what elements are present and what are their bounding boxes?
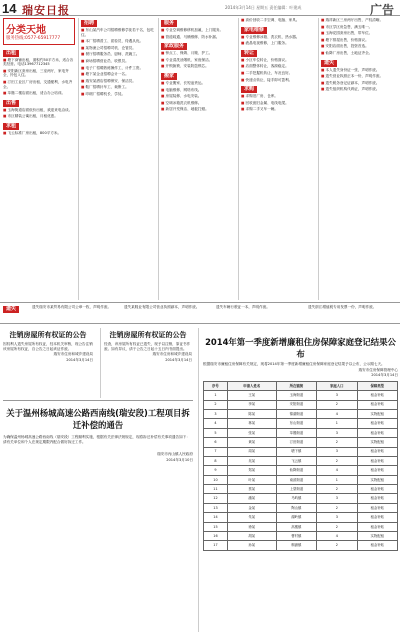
classified-ad: ■ 遗失税务登记证副本，声明作废。	[321, 81, 398, 86]
table-cell: 1	[317, 475, 357, 484]
table-row	[204, 494, 398, 503]
list-notice-issuer: 瑞安市住房保障管理中心	[358, 367, 398, 372]
table-cell: 2	[317, 400, 357, 409]
classified-ad: ■ 液晶电视维修，上门服务。	[241, 41, 316, 46]
list-notice-date: 2014年3月14日	[371, 373, 398, 378]
table-row	[204, 513, 398, 522]
table-row	[204, 409, 398, 418]
table-cell: 租金补贴	[357, 485, 397, 494]
classified-ad: ■ 玉海街道店面低价出租，欢迎来电洽谈。	[3, 108, 75, 113]
classified-ad: ■ 瑞安某酒店招聘保安、保洁员。	[81, 79, 156, 84]
table-cell: 2	[317, 485, 357, 494]
classified-ad: ■ 瑞祥新区三房两厅出售，产权清晰。	[321, 18, 398, 23]
table-header-cell: 序号	[204, 381, 228, 390]
classified-ad: ■ 新居开荒保洁、地板打蜡。	[161, 107, 236, 112]
table-cell: 10	[204, 475, 228, 484]
brand-box	[3, 18, 75, 45]
table-header-cell: 保障类型	[357, 381, 397, 390]
table-cell: 实物配租	[357, 438, 397, 447]
table-cell: 飞云镇	[276, 456, 316, 465]
category-tag-recruit: 招聘	[81, 20, 97, 27]
table-cell: 4	[317, 409, 357, 418]
table-cell: 17	[204, 541, 228, 550]
table-cell: 13	[204, 503, 228, 512]
classified-ad: ■ 遗失组织机构代码证，声明作废。	[321, 87, 398, 92]
table-cell: 租金补贴	[357, 541, 397, 550]
lost-notice: 遗失车辆行驶证一本，声明作废。	[216, 305, 270, 309]
table-cell: 9	[204, 466, 228, 475]
category-tag-lost: 遗失	[321, 60, 337, 67]
relocation-compensation-notice	[3, 400, 193, 630]
table-cell: 陶山镇	[276, 503, 316, 512]
table-cell: 周某	[227, 447, 276, 456]
table-row	[204, 522, 398, 531]
table-row	[204, 466, 398, 475]
classified-ad: ■ 二手挖掘机转让，车况良好。	[241, 71, 316, 76]
table-cell: 2	[317, 503, 357, 512]
category-tag-deal: 转让	[241, 50, 257, 57]
classified-ad: ■ 专业搬家、长短途货运。	[161, 81, 236, 86]
classified-ad: ■ 本人遗失身份证一张，声明作废。	[321, 68, 398, 73]
table-header-cell: 家庭人口	[317, 381, 357, 390]
table-cell: 徐某	[227, 522, 276, 531]
classified-ad: ■ 钟点工、保姆、月嫂、护工。	[161, 51, 236, 56]
table-row	[204, 428, 398, 437]
classified-ad: ■ 店面整体转让，客源稳定。	[241, 64, 316, 69]
table-row	[204, 485, 398, 494]
category-tag-wanted: 求购	[241, 86, 257, 93]
table-cell: 塘下镇	[276, 447, 316, 456]
table-cell: 实物配租	[357, 532, 397, 541]
classified-ad: ■ 小区车位转让，价格面议。	[241, 58, 316, 63]
certificate-cancellation-notice-1	[3, 328, 93, 398]
classified-column-4	[238, 18, 316, 300]
notice-title: 关于温州杨城高速公路西南线(瑞安段)工程项目拆迁补偿的通告	[6, 408, 190, 430]
table-cell: 实物配租	[357, 409, 397, 418]
table-row	[204, 456, 398, 465]
classified-ad: ■ 电子厂招聘熟练操作工，计件工资。	[81, 66, 156, 71]
classified-ad: ■ 塘下商铺出租，面积约50平方米，适合各类经营。电话13967712345	[3, 58, 75, 67]
category-tag-lost-strip: 遗失	[3, 306, 19, 313]
table-cell: 实物配租	[357, 475, 397, 484]
classified-ad: ■ 专业空调维修移机加氟，上门服务。	[161, 28, 236, 33]
table-cell: 朱某	[227, 513, 276, 522]
table-cell: 张某	[227, 428, 276, 437]
table-cell: 陈某	[227, 409, 276, 418]
notice-body: 为确保温州杨城高速公路西南线（瑞安段）工程顺利实施，根据有关法律法规规定，现将拆迁补偿有关事项通告如下：请有关单位和个人在规定期限内配合做好拆迁工作。	[3, 435, 190, 444]
certificate-cancellation-notice-2	[100, 328, 192, 398]
table-cell: 潘某	[227, 494, 276, 503]
table-cell: 4	[317, 532, 357, 541]
classified-ad: ■ 东山某汽车公司招聘维修学徒若干名，包吃住。	[81, 28, 156, 37]
table-cell: 11	[204, 485, 228, 494]
classified-ad: ■ 商场招聘营业员、收银员。	[81, 59, 156, 64]
table-cell: 租金补贴	[357, 494, 397, 503]
classified-ad: ■ 市区学区房急售，满五唯一。	[321, 25, 398, 30]
classified-ad: ■ 塘下某企业招聘会计一名。	[81, 72, 156, 77]
table-cell: 3	[317, 513, 357, 522]
table-cell: 曹村镇	[276, 532, 316, 541]
table-cell: 1	[204, 391, 228, 400]
brand-title: 分类天地	[6, 25, 46, 36]
table-cell: 东山街道	[276, 419, 316, 428]
table-cell: 4	[317, 466, 357, 475]
table-cell: 租金补贴	[357, 419, 397, 428]
notice-title: 注销房屋所有权证的公告	[9, 331, 87, 339]
brand-hotline: 服务热线:0577-65917777	[6, 36, 61, 41]
notice-body: 经查，该房屋所有权证已遗失，现予以注销，原证书作废。如有异议，请于公告之日起十五日内书面提出。	[104, 342, 191, 351]
classified-ad: ■ 印刷厂招聘机长、学徒。	[81, 92, 156, 97]
notice-title: 注销房屋所有权证的公告	[109, 331, 187, 339]
table-row	[204, 503, 398, 512]
table-row	[204, 475, 398, 484]
table-cell: 黄某	[227, 438, 276, 447]
table-cell: 租金补贴	[357, 391, 397, 400]
newspaper-logo: 瑞安日报	[22, 4, 70, 17]
table-cell: 1	[317, 419, 357, 428]
table-cell: 租金补贴	[357, 503, 397, 512]
classified-ad: ■ 专业维修冰箱、洗衣机、热水器。	[241, 35, 316, 40]
table-cell: 南滨街道	[276, 475, 316, 484]
table-body	[204, 391, 398, 551]
table-cell: 孙某	[227, 541, 276, 550]
notice-date: 2014年3月10日	[166, 457, 193, 462]
classified-column-1	[3, 18, 75, 300]
lost-notice: 遗失瑞安市某贸易有限公司公章一枚，声明作废。	[32, 305, 112, 309]
classified-ad: ■ 本厂招聘普工、质检员，待遇从优。	[81, 39, 156, 44]
table-cell: 租金补贴	[357, 400, 397, 409]
table-cell: 3	[317, 494, 357, 503]
notice-issuer: 瑞安市丙山镇人民政府	[157, 452, 193, 457]
table-cell: 胡某	[227, 532, 276, 541]
table-cell: 王某	[227, 391, 276, 400]
table-cell: 8	[204, 456, 228, 465]
section-title: 广告	[369, 3, 394, 17]
category-tag-appliances: 家电维修	[241, 27, 267, 34]
table-cell: 金某	[227, 503, 276, 512]
table-cell: 租金补贴	[357, 466, 397, 475]
table-row	[204, 447, 398, 456]
table-cell: 租金补贴	[357, 513, 397, 522]
table-cell: 叶某	[227, 475, 276, 484]
table-cell: 安阳街道	[276, 400, 316, 409]
classified-ad: ■ 高价回收二手空调、电脑、家具。	[241, 18, 316, 23]
classified-ad: ■ 餐厅招聘服务员、厨师、洗碗工。	[81, 52, 156, 57]
classified-ad: ■ 市区精装公寓出租，月租优惠。	[3, 114, 75, 119]
table-cell: 锦湖街道	[276, 409, 316, 418]
table-cell: 仙降街道	[276, 466, 316, 475]
classified-ad: ■ 安阳新区套房出租，三室两厅，家电齐全，拎包入住。	[3, 69, 75, 78]
table-cell: 16	[204, 532, 228, 541]
classified-ad: ■ 鞋厂招聘针车工、裁断工。	[81, 85, 156, 90]
classified-ad: ■ 求购二手叉车一辆。	[241, 107, 316, 112]
table-row	[204, 438, 398, 447]
lost-notice-strip	[0, 302, 400, 324]
classified-ad: ■ 电脑维修、网络布线。	[161, 88, 236, 93]
table-cell: 李某	[227, 400, 276, 409]
classified-ad: ■ 快递点转让，接手即可盈利。	[241, 78, 316, 83]
classified-ad: ■ 汀田工业区厂房出租，交通便利，水电齐全。	[3, 80, 75, 89]
classified-ad: ■ 莘塍二楼店面出租，适合办公培训。	[3, 91, 75, 96]
table-cell: 桐浦镇	[276, 541, 316, 550]
category-tag-move: 搬家	[161, 73, 177, 80]
table-cell: 2	[317, 522, 357, 531]
classified-ad: ■ 管道疏通、马桶维修、防水补漏。	[161, 35, 236, 40]
category-tag-job-wanted: 求租	[3, 123, 19, 130]
table-cell: 租金补贴	[357, 428, 397, 437]
classified-ad: ■ 专业清洗油烟机、家庭保洁。	[161, 58, 236, 63]
lost-notice: 遗失某鞋业有限公司营业执照副本，声明作废。	[124, 305, 200, 309]
classified-column-5	[318, 18, 398, 300]
table-cell: 湖岭镇	[276, 513, 316, 522]
category-tag-sale: 出售	[3, 100, 19, 107]
housing-security-list-notice	[198, 328, 398, 632]
classified-ad: ■ 空调冰箱洗衣机维修。	[161, 101, 236, 106]
classified-ad: ■ 安阳店面出售，投资首选。	[321, 44, 398, 49]
classified-column-2	[78, 18, 156, 300]
table-cell: 15	[204, 522, 228, 531]
table-cell: 2	[317, 541, 357, 550]
classified-column-3	[158, 18, 236, 300]
notice-issuer: 瑞安市住房和城乡建设局	[53, 352, 93, 357]
classified-ad: ■ 仙降厂房出售，土地证齐全。	[321, 51, 398, 56]
notice-issuer: 瑞安市住房和城乡建设局	[152, 352, 192, 357]
notice-body: 因权利人遗失房屋所有权证，经本机关审核，现公告注销该房屋所有权证，自公告之日起该证作废。	[3, 342, 93, 351]
table-cell: 租金补贴	[357, 456, 397, 465]
lost-notice: 遗失浙江增值税专用发票一份，声明作废。	[308, 305, 377, 309]
table-cell: 蔡某	[227, 485, 276, 494]
security-list-table	[203, 381, 398, 551]
table-cell: 林某	[227, 419, 276, 428]
table-cell: 3	[317, 447, 357, 456]
table-row	[204, 541, 398, 550]
classified-ad: ■ 房屋装修、水电安装。	[161, 94, 236, 99]
table-cell: 3	[204, 409, 228, 418]
table-cell: 14	[204, 513, 228, 522]
table-cell: 4	[204, 419, 228, 428]
table-cell: 玉海街道	[276, 391, 316, 400]
table-cell: 马屿镇	[276, 494, 316, 503]
category-tag-service: 服务	[161, 20, 177, 27]
classified-ad: ■ 遗失营业执照正本一份，声明作废。	[321, 74, 398, 79]
table-cell: 郑某	[227, 466, 276, 475]
classified-ad: ■ 塘下排屋出售，价格面议。	[321, 38, 398, 43]
table-header-row	[204, 381, 398, 390]
classified-ad: ■ 某物流公司招聘司机、仓管员。	[81, 46, 156, 51]
table-row	[204, 400, 398, 409]
table-cell: 6	[204, 438, 228, 447]
table-header-cell: 申请人姓名	[227, 381, 276, 390]
table-cell: 莘塍街道	[276, 428, 316, 437]
table-row	[204, 419, 398, 428]
category-tag-housekeeping: 家政服务	[161, 43, 187, 50]
table-cell: 租金补贴	[357, 522, 397, 531]
table-row	[204, 391, 398, 400]
list-notice-title: 2014年第一季度新增廉租住房保障家庭登记结果公布	[205, 337, 396, 359]
page-number: 14	[2, 1, 17, 16]
table-cell: 吴某	[227, 456, 276, 465]
list-notice-intro: 根据瑞安市廉租住房保障有关规定，现将2014年第一季度新增廉租住房保障家庭登记结果予以公布，公示期七天。	[203, 362, 385, 366]
category-tag-rent: 出租	[3, 50, 19, 57]
table-cell: 3	[317, 428, 357, 437]
table-cell: 12	[204, 494, 228, 503]
table-cell: 2	[317, 438, 357, 447]
table-header-cell: 所在镇街	[276, 381, 316, 390]
notice-date: 2014年3月14日	[66, 357, 93, 362]
table-row	[204, 532, 398, 541]
table-cell: 租金补贴	[357, 447, 397, 456]
table-cell: 3	[317, 391, 357, 400]
classified-ad: ■ 飞云标准厂房出租，800平方米。	[3, 131, 75, 136]
notice-date: 2014年3月14日	[165, 357, 192, 362]
classified-ad: ■ 开锁换锁、安装防盗锁芯。	[161, 64, 236, 69]
table-cell: 高楼镇	[276, 522, 316, 531]
table-cell: 汀田街道	[276, 438, 316, 447]
classified-ad: ■ 求购旧厂房、仓库。	[241, 94, 316, 99]
classified-ad: ■ 回收废旧金属、电线电缆。	[241, 101, 316, 106]
table-cell: 7	[204, 447, 228, 456]
classified-ad: ■ 玉海花园套房出售，带车位。	[321, 31, 398, 36]
masthead	[0, 0, 400, 16]
table-cell: 2	[317, 456, 357, 465]
table-cell: 5	[204, 428, 228, 437]
table-cell: 2	[204, 400, 228, 409]
date-line: 2014年3月14日 星期五 责任编辑：叶建成	[225, 5, 302, 10]
table-cell: 上望街道	[276, 485, 316, 494]
